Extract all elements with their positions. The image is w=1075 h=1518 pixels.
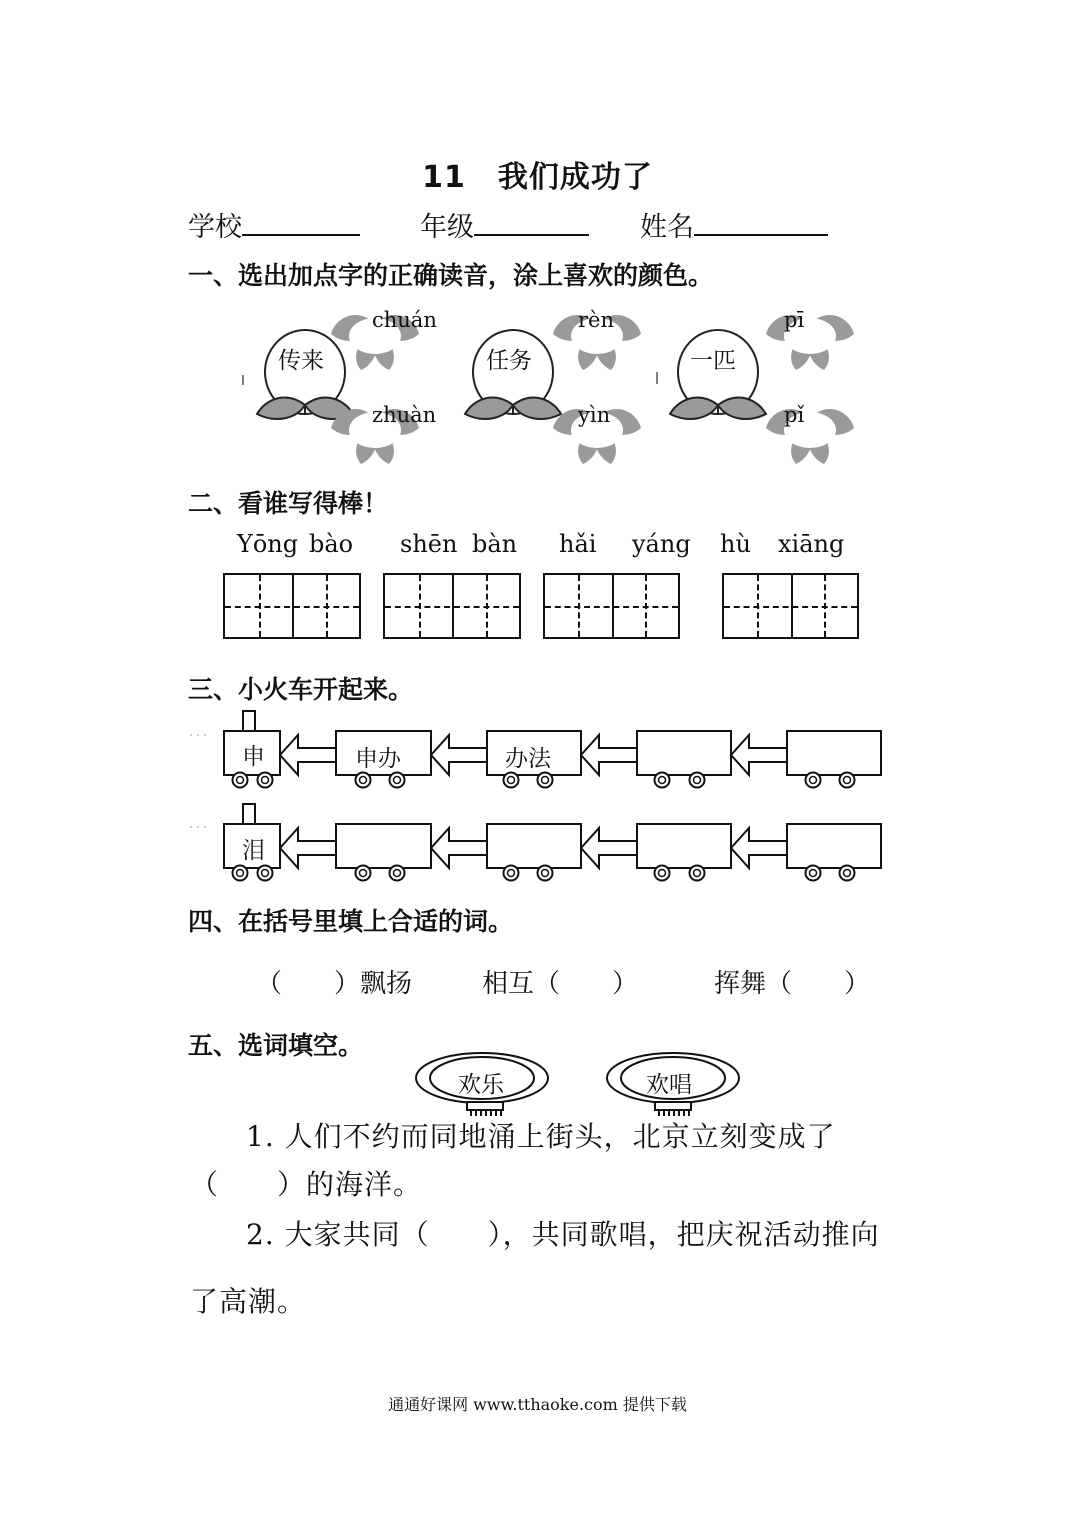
pinyin-4b: xiāng [778, 530, 845, 558]
grade-label: 年级 [420, 212, 474, 243]
train-1-engine: 申 [242, 744, 265, 770]
flower-top-pinyin-1[interactable]: chuán [372, 308, 437, 332]
flower-bottom-pinyin-2[interactable]: yìn [578, 403, 611, 427]
section-two-heading: 二、看谁写得棒！ [188, 489, 389, 518]
name-label: 姓名 [640, 212, 694, 243]
flower-group-3 [657, 315, 854, 464]
pinyin-3b: yáng [632, 530, 691, 558]
flower-top-pinyin-3[interactable]: pī [784, 308, 805, 332]
sentence-1-line-1: 1. 人们不约而同地涌上街头，北京立刻变成了 [246, 1120, 836, 1153]
info-school [188, 205, 360, 244]
fill-blank-2[interactable]: 相互（ ） [482, 969, 639, 999]
name-blank[interactable] [694, 208, 828, 236]
grade-blank[interactable] [474, 208, 589, 236]
writing-grid-2[interactable] [383, 573, 521, 639]
flower-top-pinyin-2[interactable]: rèn [578, 308, 614, 332]
pinyin-1a: Yōng [237, 530, 299, 558]
section-four-heading: 四、在括号里填上合适的词。 [188, 907, 514, 936]
page-title [0, 152, 1075, 196]
pinyin-2a: shēn [400, 530, 458, 558]
lantern-word-1: 欢乐 [458, 1072, 504, 1098]
info-name [640, 205, 828, 244]
sentence-1-line-2[interactable]: （ ）的海洋。 [190, 1168, 423, 1201]
fill-blank-3[interactable]: 挥舞（ ） [714, 969, 871, 999]
pinyin-4a: hù [720, 530, 751, 558]
pinyin-2b: bàn [472, 530, 518, 558]
flowers-diagram [240, 300, 870, 475]
flower-word-3: 一匹 [690, 348, 736, 374]
flower-bottom-pinyin-1[interactable]: zhuàn [372, 403, 437, 427]
trains-diagram [185, 705, 890, 885]
fill-blank-1[interactable]: （ ）飘扬 [256, 969, 413, 999]
pinyin-1b: bào [309, 530, 354, 558]
sentence-2-line-2: 了高潮。 [190, 1285, 307, 1318]
train-1-car-1[interactable]: 申办 [355, 746, 401, 772]
footer-credit: 通通好课网 www.tthaoke.com 提供下载 [388, 1395, 687, 1414]
info-grade [420, 205, 589, 244]
writing-grid-1[interactable] [223, 573, 361, 639]
sentence-2-line-1[interactable]: 2. 大家共同（ ），共同歌唱，把庆祝活动推向 [246, 1218, 880, 1251]
flower-word-2: 任务 [486, 348, 532, 374]
flower-group-2 [465, 315, 641, 464]
lesson-title: 我们成功了 [497, 160, 653, 195]
section-one-heading: 一、选出加点字的正确读音，涂上喜欢的颜色。 [188, 261, 714, 290]
section-five-heading: 五、选词填空。 [188, 1031, 364, 1060]
pinyin-3a: hǎi [559, 530, 597, 558]
school-label: 学校 [188, 212, 242, 243]
flower-bottom-pinyin-3[interactable]: pǐ [784, 403, 805, 427]
flower-word-1: 传来 [278, 348, 324, 374]
writing-grid-3[interactable] [543, 573, 680, 639]
train-2-engine: 泪 [242, 838, 265, 864]
train-2 [190, 804, 881, 881]
school-blank[interactable] [242, 208, 360, 236]
train-1-car-2[interactable]: 办法 [505, 746, 551, 772]
section-three-heading: 三、小火车开起来。 [188, 675, 414, 704]
lantern-word-2: 欢唱 [646, 1072, 692, 1098]
lesson-number: 11 [422, 160, 466, 195]
writing-grid-4[interactable] [722, 573, 859, 639]
flower-group-1 [243, 315, 419, 464]
